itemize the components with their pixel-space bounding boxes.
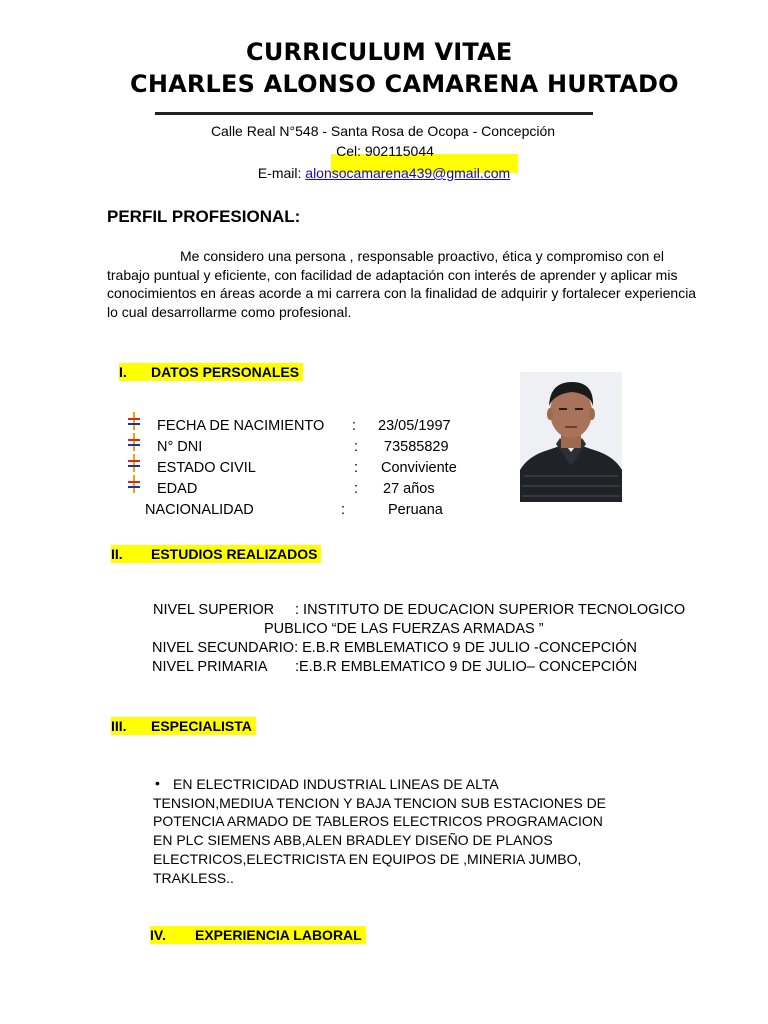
email-link[interactable]: alonsocamarena439@gmail.com [305, 165, 511, 181]
especialista-bullet: • [155, 775, 160, 791]
perfil-line: lo cual desarrollarme como profesional. [107, 303, 352, 320]
datos-row [145, 502, 254, 518]
especialista-line: ELECTRICOS,ELECTRICISTA EN EQUIPOS DE ,MINERIA JUMBO, [153, 850, 582, 867]
datos-label: NACIONALIDAD [145, 502, 254, 518]
datos-label: ESTADO CIVIL [157, 460, 256, 476]
datos-value: 73585829 [384, 439, 449, 455]
profile-photo-illustration [520, 372, 622, 502]
header-divider [155, 112, 593, 115]
section-experiencia [150, 926, 366, 944]
datos-value: Peruana [388, 502, 443, 518]
datos-sep: : [341, 502, 346, 518]
perfil-paragraph [107, 247, 707, 321]
estudio-primaria-label: NIVEL PRIMARIA [152, 659, 268, 675]
email-label: E-mail: [257, 165, 306, 181]
list-bullet-icon [128, 454, 140, 472]
list-bullet-icon [128, 475, 140, 493]
candidate-name: CHARLES ALONSO CAMARENA HURTADO [130, 70, 679, 98]
estudio-superior-label: NIVEL SUPERIOR [153, 602, 275, 618]
section-label: DATOS PERSONALES [151, 364, 300, 380]
email-line [0, 165, 768, 181]
perfil-title: PERFIL PROFESIONAL: [107, 207, 301, 226]
estudio-superior-value-cont: PUBLICO “DE LAS FUERZAS ARMADAS ” [264, 621, 544, 637]
datos-value: 27 años [383, 481, 435, 497]
datos-row [157, 460, 256, 476]
cel-text: Cel: 902115044 [336, 143, 434, 159]
datos-sep: : [354, 460, 359, 476]
datos-row [157, 418, 324, 434]
datos-value: 23/05/1997 [378, 418, 451, 434]
section-especialista [111, 717, 256, 735]
datos-row [157, 439, 202, 455]
estudio-superior-value: : INSTITUTO DE EDUCACION SUPERIOR TECNOLOGICO [295, 602, 686, 618]
perfil-line: Me considero una persona , responsable proactivo, ética y compromiso con el [180, 248, 665, 264]
datos-sep: : [352, 418, 357, 434]
datos-row [157, 481, 197, 497]
list-bullet-icon [128, 433, 140, 451]
address-text: Calle Real N°548 - Santa Rosa de Ocopa - Concepción [210, 123, 556, 139]
section-number: III. [111, 718, 127, 734]
profile-photo [520, 372, 622, 502]
datos-label: EDAD [157, 481, 198, 497]
especialista-line: POTENCIA ARMADO DE TABLEROS ELECTRICOS PROGRAMACION [153, 813, 603, 830]
especialista-line: TRAKLESS.. [153, 869, 234, 886]
section-label: EXPERIENCIA LABORAL [195, 927, 362, 943]
datos-label: FECHA DE NACIMIENTO [157, 418, 325, 434]
datos-sep: : [354, 481, 359, 497]
perfil-line: conocimientos en áreas acorde a mi carrera con la finalidad de adquirir y fortalecer experiencia [107, 285, 697, 301]
especialista-text [153, 775, 606, 887]
section-label: ESTUDIOS REALIZADOS [151, 546, 318, 562]
datos-label: N° DNI [157, 439, 203, 455]
estudio-secundario: NIVEL SECUNDARIO: E.B.R EMBLEMATICO 9 DE JULIO -CONCEPCIÓN [152, 640, 638, 656]
section-label: ESPECIALISTA [151, 718, 252, 734]
especialista-line: EN PLC SIEMENS ABB,ALEN BRADLEY DISEÑO DE PLANOS [153, 832, 553, 849]
especialista-line: TENSION,MEDIUA TENCION Y BAJA TENCION SUB ESTACIONES DE [153, 794, 607, 811]
list-bullet-icon [128, 412, 140, 430]
section-number: I. [119, 364, 127, 380]
estudio-primaria-value: :E.B.R EMBLEMATICO 9 DE JULIO– CONCEPCIÓN [295, 659, 638, 675]
datos-sep: : [354, 439, 359, 455]
cv-title: CURRICULUM VITAE [246, 38, 513, 66]
address-line [0, 123, 767, 139]
section-number: IV. [150, 927, 166, 943]
especialista-line: EN ELECTRICIDAD INDUSTRIAL LINEAS DE ALTA [173, 776, 499, 792]
section-datos-personales [119, 363, 303, 381]
datos-value: Conviviente [381, 460, 457, 476]
perfil-line: trabajo puntual y eficiente, con facilidad de adaptación con interés de aprender y aplicar mis [107, 266, 678, 283]
cel-line [1, 143, 768, 159]
section-number: II. [111, 546, 123, 562]
section-estudios [111, 545, 321, 563]
